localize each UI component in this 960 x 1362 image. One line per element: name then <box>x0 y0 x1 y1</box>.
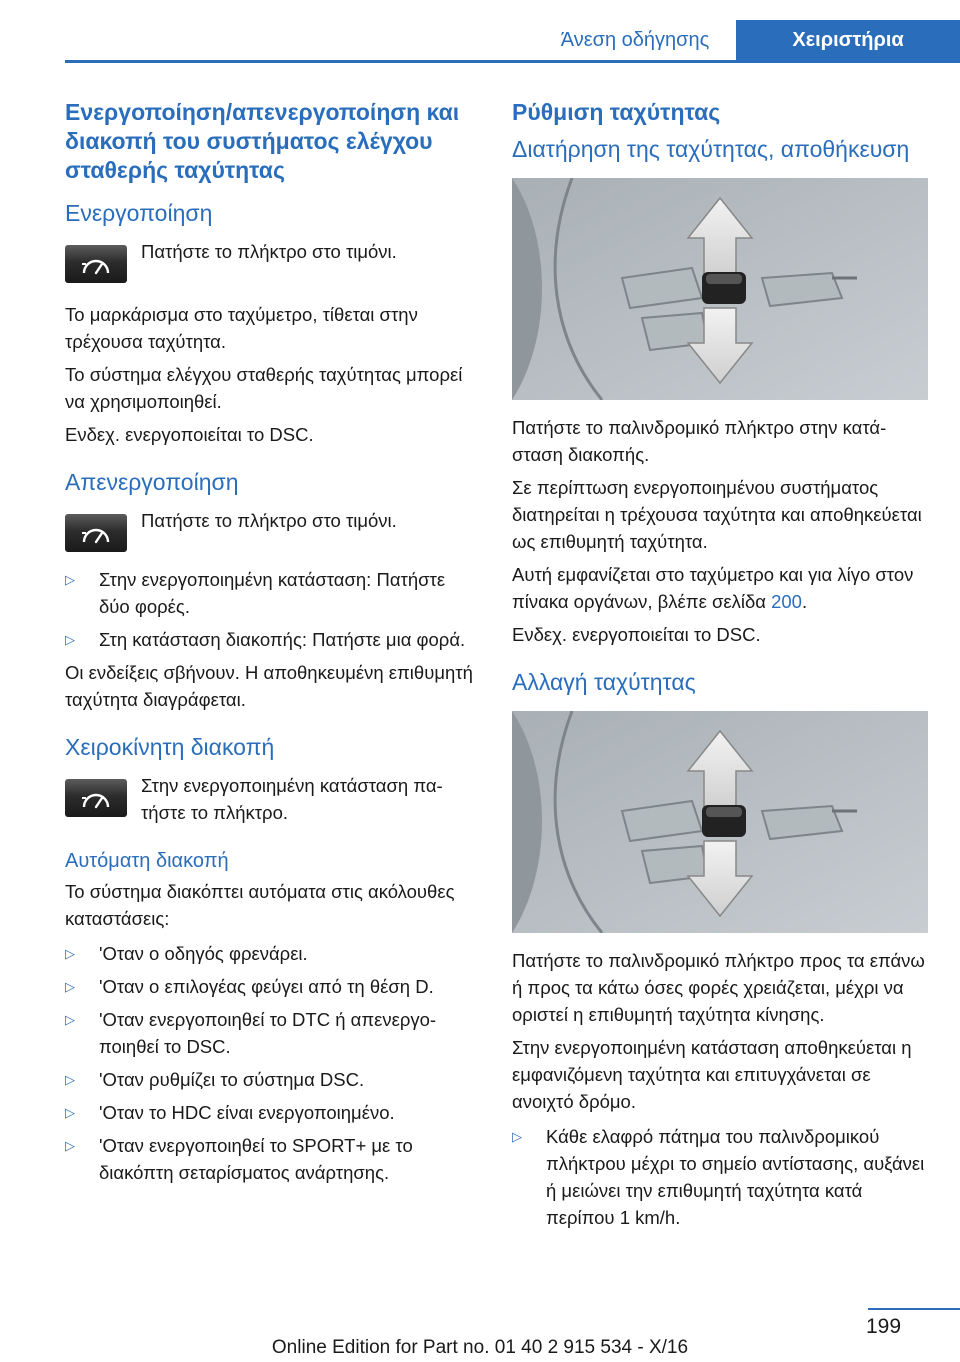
deactivate-list <box>65 566 475 653</box>
cruise-control-button-icon <box>65 245 127 283</box>
manual-interrupt-icon-text: Στην ενεργοποιημένη κατάσταση πατήστε το πλήκτρο. <box>141 775 443 823</box>
list-item: ▷ Στην ενεργοποιημένη κατάσταση: Πατήστε δύο φορές. <box>65 566 475 620</box>
list-marker-icon: ▷ <box>65 1012 75 1027</box>
activate-heading: Ενεργοποίηση <box>65 200 213 226</box>
list-marker-icon: ▷ <box>65 572 75 587</box>
header-section-title: Άνεση οδήγησης <box>560 28 710 51</box>
activate-p2: Το σύστημα ελέγχου σταθερής ταχύτητας μπορεί να χρησιμοποιηθεί. <box>65 364 463 412</box>
list-item: ▷ 'Οταν ρυθμίζει το σύστημα DSC. <box>65 1066 475 1093</box>
activate-icon-text: Πατήστε το πλήκτρο στο τιμόνι. <box>141 241 397 262</box>
list-item: ▷ 'Οταν ενεργοποιηθεί το DTC ή απενεργοποιηθεί το DSC. <box>65 1006 475 1060</box>
activate-p3: Ενδεχ. ενεργοποιείται το DSC. <box>65 424 314 445</box>
footer-rule <box>868 1308 960 1310</box>
activate-instruction <box>65 238 475 283</box>
change-p1: Πατήστε το παλινδρομικό πλήκτρο προς τα επάνω ή προς τα κάτω όσες φορές χρειάζεται, μέχρι να οριστεί η επιθυμητή ταχύτητα κίνησης. <box>512 950 925 1025</box>
list-marker-icon: ▷ <box>65 1138 75 1153</box>
list-marker-icon: ▷ <box>65 979 75 994</box>
auto-interrupt-heading: Αυτόματη διακοπή <box>65 850 229 872</box>
change-list <box>512 1123 928 1231</box>
deactivate-p1: Οι ενδείξεις σβήνουν. Η αποθηκευμένη επιθυμητή ταχύτητα διαγράφεται. <box>65 662 473 710</box>
steering-wheel-rocker-switch-icon <box>512 711 928 933</box>
list-item: ▷ 'Οταν ενεργοποιηθεί το SPORT+ με το διακόπτη σεταρίσματος ανάρτησης. <box>65 1132 475 1186</box>
list-marker-icon: ▷ <box>65 1072 75 1087</box>
change-speed-heading: Αλλαγή ταχύτητας <box>512 669 696 695</box>
manual-interrupt-heading: Χειροκίνητη διακοπή <box>65 734 275 760</box>
auto-interrupt-list <box>65 940 475 1186</box>
header-tab-controls[interactable]: Χειριστήρια <box>736 20 960 60</box>
maintain-p2: Σε περίπτωση ενεργοποιημένου συστήματος διατηρείται η τρέχουσα ταχύτητα και αποθηκεύεται ως επιθυμητή ταχύτητα. <box>512 477 922 552</box>
deactivate-icon-text: Πατήστε το πλήκτρο στο τιμόνι. <box>141 510 397 531</box>
list-item: ▷ 'Οταν ο επιλογέας φεύγει από τη θέση D. <box>65 973 475 1000</box>
list-marker-icon: ▷ <box>65 1105 75 1120</box>
list-marker-icon: ▷ <box>512 1129 522 1144</box>
list-item: ▷ Κάθε ελαφρό πάτημα του παλινδρομικού πλήκτρου μέχρι το σημείο αντίστασης, αυξάνει ή μειώνει την επιθυμητή ταχύτητα κατά περίπου 1 km/h. <box>512 1123 928 1231</box>
change-p2: Στην ενεργοποιημένη κατάσταση αποθηκεύεται η εμφανιζόμενη ταχύτητα και επιτυγχάνεται σε ανοιχτό δρόμο. <box>512 1037 912 1112</box>
page-reference-link[interactable]: 200 <box>771 591 802 612</box>
list-marker-icon: ▷ <box>65 632 75 647</box>
auto-interrupt-p1: Το σύστημα διακόπτει αυτόματα στις ακόλουθες καταστάσεις: <box>65 881 455 929</box>
footer-edition: Online Edition for Part no. 01 40 2 915 534 - X/16 <box>271 1337 689 1358</box>
maintain-p3: Αυτή εμφανίζεται στο ταχύμετρο και για λίγο στον πίνακα οργάνων, βλέπε σελίδα 200. <box>512 564 914 612</box>
maintain-p1: Πατήστε το παλινδρομικό πλήκτρο στην κατάσταση διακοπής. <box>512 417 887 465</box>
cruise-control-button-icon <box>65 514 127 552</box>
set-speed-title: Ρύθμιση ταχύτητας <box>512 99 721 125</box>
maintain-p4: Ενδεχ. ενεργοποιείται το DSC. <box>512 624 761 645</box>
header-rule <box>65 60 960 63</box>
list-item: ▷ Στη κατάσταση διακοπής: Πατήστε μια φορά. <box>65 626 475 653</box>
maintain-speed-heading: Διατήρηση της ταχύτητας, αποθήκευση <box>512 136 910 162</box>
activate-p1: Το μαρκάρισμα στο ταχύμετρο, τίθεται στην τρέχουσα ταχύτητα. <box>65 304 418 352</box>
list-item: ▷ 'Οταν ο οδηγός φρενάρει. <box>65 940 475 967</box>
left-column <box>65 98 475 1186</box>
deactivate-instruction <box>65 507 475 552</box>
deactivate-heading: Απενεργοποίηση <box>65 469 239 495</box>
cruise-on-off-title: Ενεργοποίηση/απενεργοποίηση και διακοπή του συστήματος ελέγχου σταθερής ταχύτητας <box>65 99 460 183</box>
right-column <box>512 98 928 1231</box>
list-item: ▷ 'Οταν το HDC είναι ενεργοποιημένο. <box>65 1099 475 1126</box>
steering-wheel-rocker-switch-icon <box>512 178 928 400</box>
page-number: 199 <box>866 1315 902 1338</box>
list-marker-icon: ▷ <box>65 946 75 961</box>
manual-interrupt-instruction <box>65 772 475 826</box>
cruise-control-button-icon <box>65 779 127 817</box>
